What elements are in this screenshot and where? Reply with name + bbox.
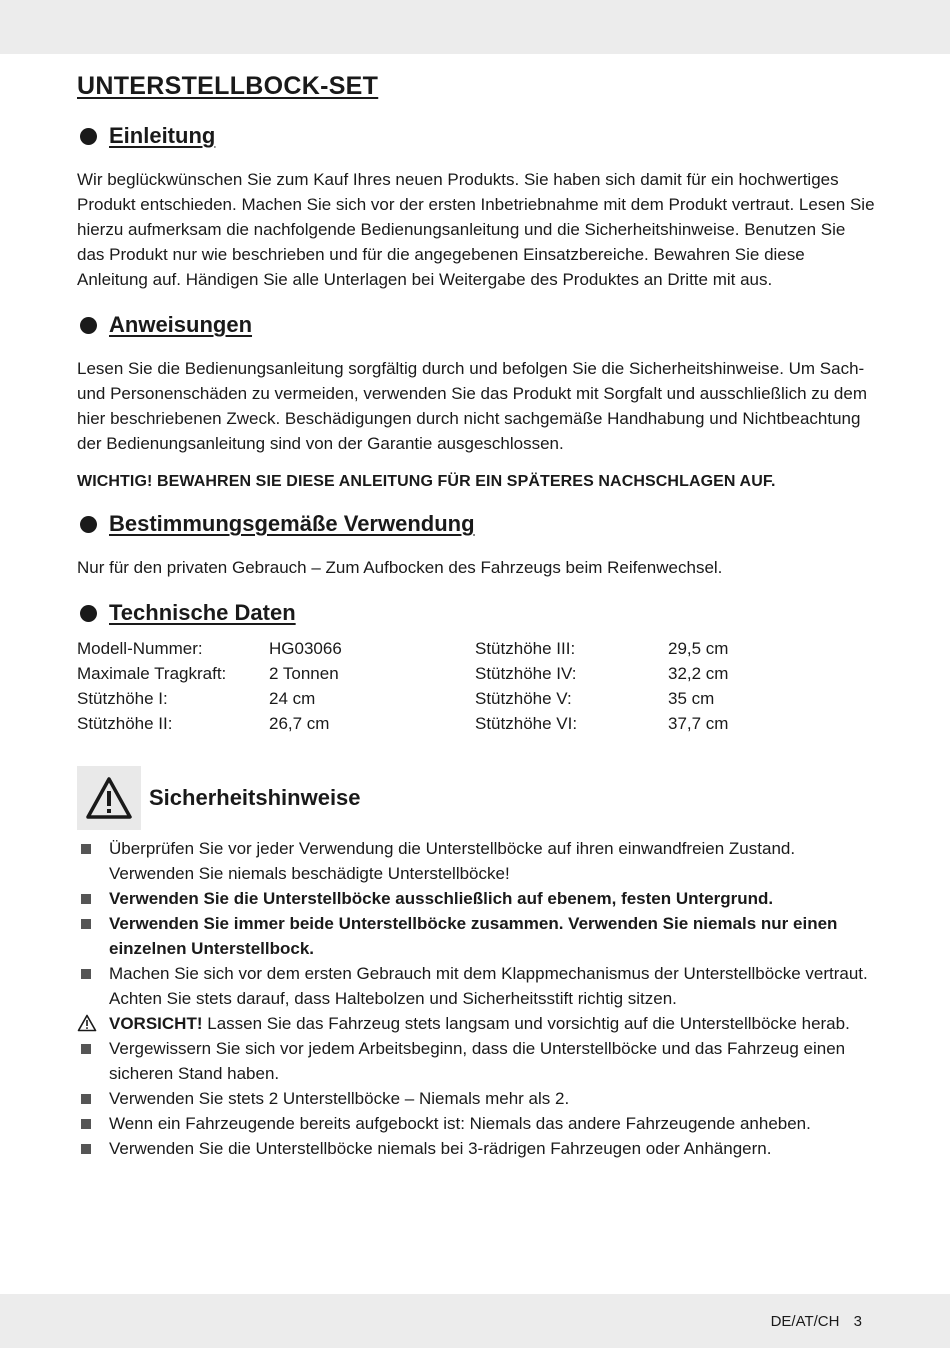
- spec-value: 35 cm: [668, 689, 715, 708]
- square-bullet-icon: [81, 919, 91, 929]
- square-bullet-icon: [81, 894, 91, 904]
- safety-heading: [77, 766, 877, 830]
- spec-label: Stützhöhe III:: [475, 639, 576, 658]
- region-code: DE/AT/CH: [770, 1313, 840, 1330]
- table-row: [77, 639, 728, 664]
- square-bullet-icon: [81, 1044, 91, 1054]
- verwendung-paragraph: Nur für den privaten Gebrauch – Zum Aufbocken des Fahrzeugs beim Reifenwechsel.: [77, 558, 723, 577]
- section-heading-technik: [77, 600, 877, 626]
- table-row: [77, 714, 728, 739]
- list-item: Vergewissern Sie sich vor jedem Arbeitsbeginn, dass die Unterstellböcke und das Fahrzeug einen sicheren Stand haben.: [77, 1036, 877, 1086]
- square-bullet-icon: [81, 1119, 91, 1129]
- spec-label: Stützhöhe V:: [475, 689, 572, 708]
- bullet-dot-icon: [80, 605, 97, 622]
- list-item: Verwenden Sie stets 2 Unterstellböcke – Niemals mehr als 2.: [77, 1086, 877, 1111]
- bullet-dot-icon: [80, 516, 97, 533]
- table-row: [77, 664, 728, 689]
- list-item: Machen Sie sich vor dem ersten Gebrauch mit dem Klappmechanismus der Unterstellböcke vertraut. Achten Sie stets darauf, dass Haltebolzen und Sicherheitsstift richtig sitzen.: [77, 961, 877, 1011]
- heading-text: Einleitung: [109, 123, 216, 148]
- document-title: UNTERSTELLBOCK-SET: [77, 72, 379, 100]
- caution-label: VORSICHT!: [109, 1014, 203, 1033]
- bullet-dot-icon: [80, 317, 97, 334]
- spec-value: 2 Tonnen: [269, 664, 339, 683]
- bullet-dot-icon: [80, 128, 97, 145]
- spec-label: Stützhöhe IV:: [475, 664, 577, 683]
- section-heading-verwendung: [77, 511, 877, 537]
- section-heading-anweisungen: [77, 312, 877, 338]
- square-bullet-icon: [81, 1094, 91, 1104]
- einleitung-paragraph: Wir beglückwünschen Sie zum Kauf Ihres neuen Produkts. Sie haben sich damit für ein hochwertiges Produkt entschieden. Machen Sie sich vor der ersten Inbetriebnahme mit dem Produkt vertraut. Lesen Sie hierzu aufmerksam die nachfolgende Bedienungsanleitung und die Sicherheitshinweise. Benutzen Sie das Produkt nur wie beschrieben und für die angegebenen Einsatzbereiche. Bewahren Sie diese Anleitung auf. Händigen Sie alle Unterlagen bei Weitergabe des Produktes an Dritte mit aus.: [77, 170, 875, 289]
- safety-list: [77, 836, 877, 1161]
- caution-item: VORSICHT! Lassen Sie das Fahrzeug stets langsam und vorsichtig auf die Unterstellböcke herab.: [77, 1011, 877, 1036]
- list-item: Verwenden Sie immer beide Unterstellböcke zusammen. Verwenden Sie niemals nur einen einzelnen Unterstellbock.: [77, 911, 877, 961]
- spec-value: 32,2 cm: [668, 664, 729, 683]
- list-item: Überprüfen Sie vor jeder Verwendung die Unterstellböcke auf ihren einwandfreien Zustand. Verwenden Sie niemals beschädigte Unterstellböcke!: [77, 836, 877, 886]
- spec-label: Stützhöhe VI:: [475, 714, 578, 733]
- list-item: Verwenden Sie die Unterstellböcke ausschließlich auf ebenem, festen Untergrund.: [77, 886, 877, 911]
- spec-table: [77, 639, 728, 739]
- spec-value: 29,5 cm: [668, 639, 729, 658]
- list-item: Verwenden Sie die Unterstellböcke niemals bei 3-rädrigen Fahrzeugen oder Anhängern.: [77, 1136, 877, 1161]
- spec-value: 24 cm: [269, 689, 316, 708]
- page-content: [77, 72, 877, 1161]
- important-notice: WICHTIG! BEWAHREN SIE DIESE ANLEITUNG FÜR EIN SPÄTERES NACHSCHLAGEN AUF.: [77, 473, 776, 490]
- spec-label: Modell-Nummer:: [77, 639, 203, 658]
- square-bullet-icon: [81, 844, 91, 854]
- header-band: [0, 0, 950, 54]
- spec-label: Stützhöhe II:: [77, 714, 173, 733]
- anweisungen-paragraph: Lesen Sie die Bedienungsanleitung sorgfältig durch und befolgen Sie die Sicherheitshinweise. Um Sach- und Personenschäden zu vermeiden, verwenden Sie das Produkt mit Sorgfalt und ausschließlich zu dem hier beschriebenen Zweck. Beschädigungen durch nicht sachgemäße Handhabung und Nichtbeachtung der Bedienungsanleitung sind von der Garantie ausgeschlossen.: [77, 359, 867, 453]
- warning-triangle-icon: [77, 766, 141, 830]
- spec-label: Maximale Tragkraft:: [77, 664, 227, 683]
- page-footer: [771, 1313, 862, 1330]
- heading-text: Anweisungen: [109, 312, 253, 337]
- square-bullet-icon: [81, 969, 91, 979]
- heading-text: Bestimmungsgemäße Verwendung: [109, 511, 475, 536]
- spec-label: Stützhöhe I:: [77, 689, 168, 708]
- safety-heading-text: Sicherheitshinweise: [149, 785, 361, 810]
- list-item: Wenn ein Fahrzeugende bereits aufgebockt ist: Niemals das andere Fahrzeugende anheben.: [77, 1111, 877, 1136]
- spec-value: 26,7 cm: [269, 714, 330, 733]
- square-bullet-icon: [81, 1144, 91, 1154]
- table-row: [77, 689, 728, 714]
- heading-text: Technische Daten: [109, 600, 296, 625]
- page-number: 3: [853, 1313, 862, 1330]
- spec-value: 37,7 cm: [668, 714, 729, 733]
- section-heading-einleitung: [77, 123, 877, 149]
- spec-value: HG03066: [269, 639, 342, 658]
